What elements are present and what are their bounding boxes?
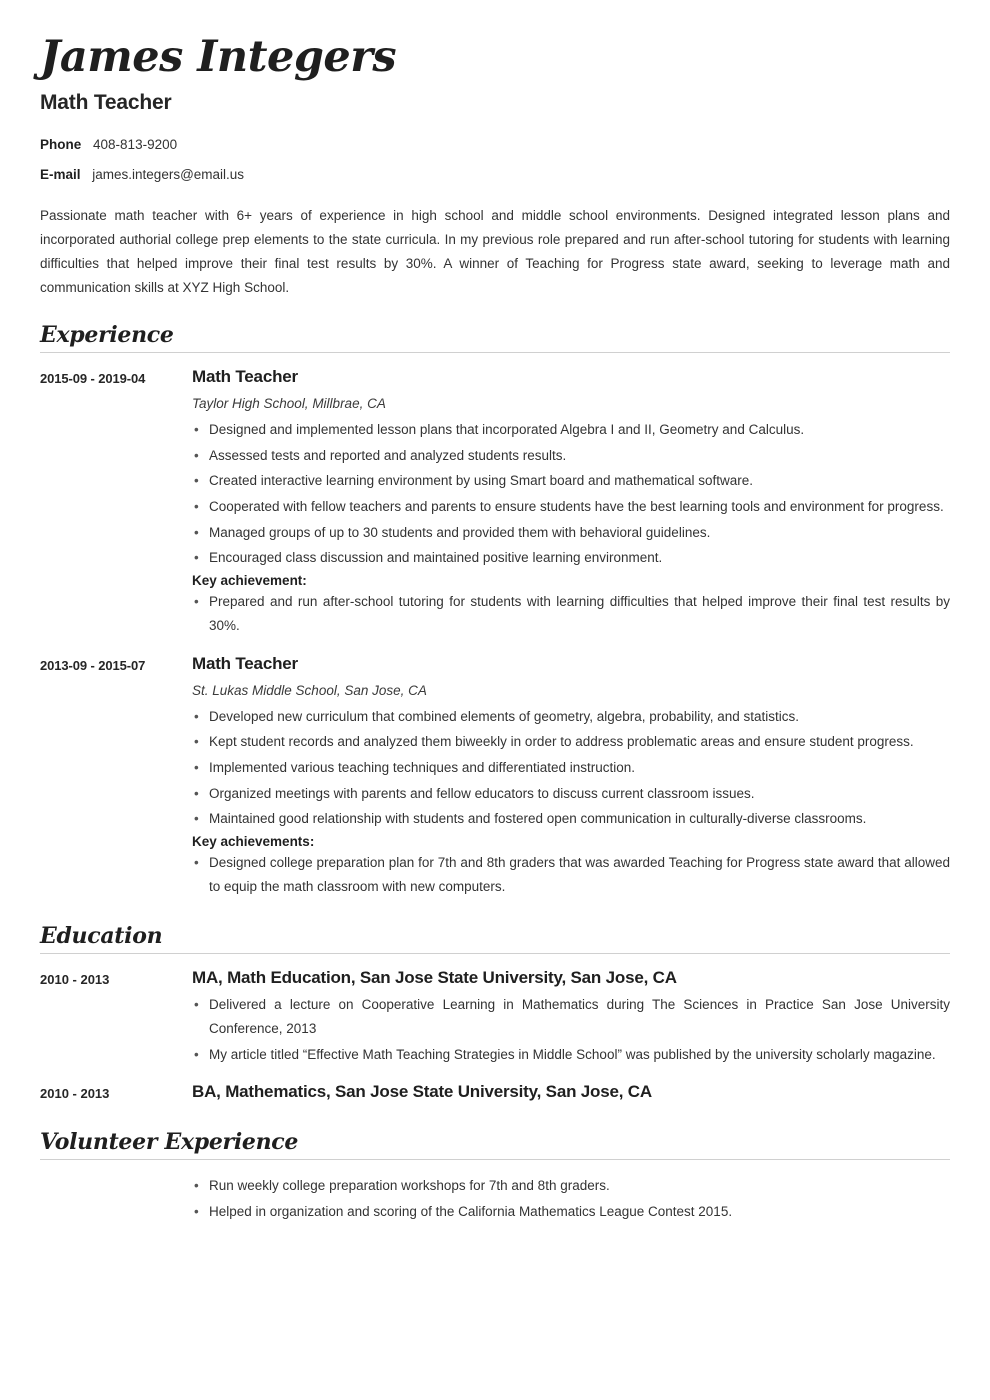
- education-entry: [40, 968, 950, 1069]
- professional-summary: Passionate math teacher with 6+ years of experience in high school and middle school environments. Designed integrated lesson plans and incorporated authorial college prep elements to the state curricula. In my previous role prepared and run after-school tutoring for students with learning difficulties that helped improve their final test results by 30%. A winner of Teaching for Progress state award, seeking to leverage math and communication skills at XYZ High School.: [40, 208, 950, 296]
- list-item: • Helped in organization and scoring of the California Mathematics League Contest 2015.: [192, 1200, 950, 1225]
- education-entry-body: [192, 1082, 950, 1107]
- section-divider: [40, 1159, 950, 1160]
- list-item: • Organized meetings with parents and fellow educators to discuss current classroom issues.: [192, 782, 950, 807]
- list-item: • Created interactive learning environment by using Smart board and mathematical software.: [192, 469, 950, 494]
- contact-email: [40, 167, 950, 182]
- experience-entry-bullets: [192, 705, 950, 832]
- section-divider: [40, 352, 950, 353]
- experience-entry-bullets: [192, 418, 950, 570]
- experience-entry-organization: Taylor High School, Millbrae, CA: [192, 396, 386, 412]
- list-item: • Assessed tests and reported and analyzed students results.: [192, 444, 950, 469]
- experience-entry-role: Math Teacher: [192, 367, 298, 387]
- experience-entry-body: [192, 367, 950, 640]
- contact-phone-value[interactable]: 408-813-9200: [93, 137, 178, 153]
- section-experience: [40, 322, 950, 900]
- contact-email-label: E-mail: [40, 167, 81, 183]
- contact-phone-label: Phone: [40, 137, 82, 153]
- section-volunteer-experience: [40, 1129, 950, 1224]
- experience-entry-date: 2015-09 - 2019-04: [40, 371, 146, 387]
- education-entry-bullets: [192, 993, 950, 1068]
- contact-phone: [40, 137, 950, 152]
- section-title-volunteer-experience: Volunteer Experience: [40, 1129, 299, 1156]
- section-title-education: Education: [40, 922, 163, 949]
- resume-header: [40, 34, 950, 300]
- education-entry-date: 2010 - 2013: [40, 1086, 110, 1102]
- candidate-name: James Integers: [40, 32, 397, 82]
- candidate-job-title: Math Teacher: [40, 91, 172, 115]
- education-entry-degree: MA, Math Education, San Jose State University, San Jose, CA: [192, 967, 677, 987]
- experience-entry: [40, 367, 950, 640]
- key-achievement-label: Key achievements:: [192, 833, 315, 849]
- education-entry-degree: BA, Mathematics, San Jose State University, San Jose, CA: [192, 1082, 652, 1102]
- list-item: • Managed groups of up to 30 students and provided them with behavioral guidelines.: [192, 521, 950, 546]
- list-item: • My article titled “Effective Math Teaching Strategies in Middle School” was published by the university scholarly magazine.: [192, 1043, 950, 1068]
- key-achievement-label: Key achievement:: [192, 572, 307, 588]
- list-item: • Cooperated with fellow teachers and parents to ensure students have the best learning tools and environment for progress.: [192, 495, 950, 520]
- list-item: • Implemented various teaching techniques and differentiated instruction.: [192, 756, 950, 781]
- experience-entry-date: 2013-09 - 2015-07: [40, 657, 146, 673]
- list-item: • Encouraged class discussion and maintained positive learning environment.: [192, 546, 950, 571]
- contact-email-value[interactable]: james.integers@email.us: [92, 167, 245, 183]
- experience-entry-key-achievements: [192, 590, 950, 639]
- experience-entry: [40, 654, 950, 901]
- volunteer-bullets: [192, 1174, 950, 1224]
- experience-entry-body: [192, 654, 950, 901]
- education-entry-body: [192, 968, 950, 1069]
- list-item: • Designed college preparation plan for 7th and 8th graders that was awarded Teaching for Progress state award that allowed to equip the math classroom with new computers.: [192, 851, 950, 900]
- list-item: • Maintained good relationship with students and fostered open communication in culturally-diverse classrooms.: [192, 807, 950, 832]
- list-item: • Kept student records and analyzed them biweekly in order to address problematic areas and ensure student progress.: [192, 730, 950, 755]
- list-item: • Run weekly college preparation workshops for 7th and 8th graders.: [192, 1174, 950, 1199]
- list-item: • Designed and implemented lesson plans that incorporated Algebra I and II, Geometry and Calculus.: [192, 418, 950, 443]
- experience-entry-organization: St. Lukas Middle School, San Jose, CA: [192, 682, 427, 698]
- experience-entry-key-achievements: [192, 851, 950, 900]
- education-entry-date: 2010 - 2013: [40, 971, 110, 987]
- section-divider: [40, 953, 950, 954]
- education-entry: [40, 1082, 950, 1107]
- list-item: • Prepared and run after-school tutoring for students with learning difficulties that helped improve their final test results by 30%.: [192, 590, 950, 639]
- experience-entry-role: Math Teacher: [192, 653, 298, 673]
- list-item: • Developed new curriculum that combined elements of geometry, algebra, probability, and statistics.: [192, 705, 950, 730]
- section-title-experience: Experience: [40, 322, 174, 349]
- section-education: [40, 923, 950, 1108]
- volunteer-body: [40, 1174, 950, 1224]
- list-item: • Delivered a lecture on Cooperative Learning in Mathematics during The Sciences in Practice San Jose University Conference, 2013: [192, 993, 950, 1042]
